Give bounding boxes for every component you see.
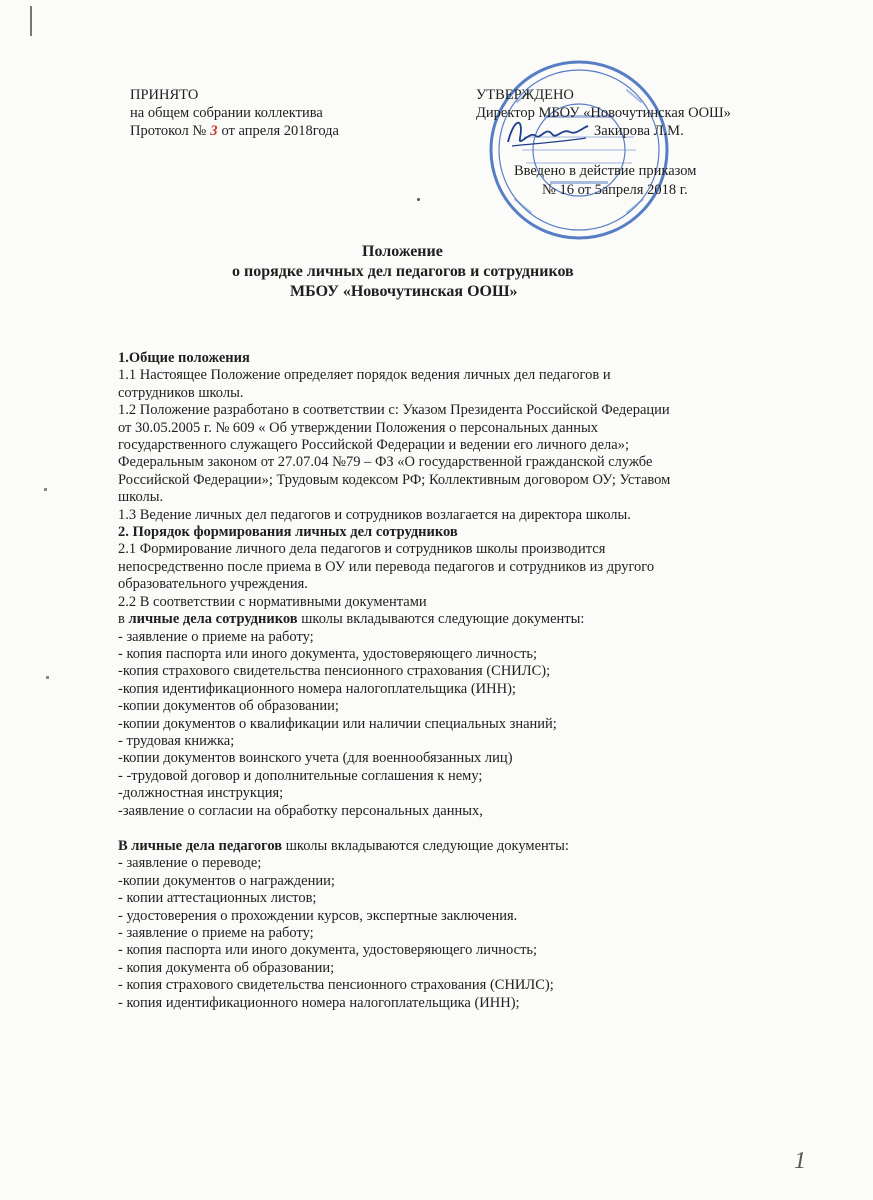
staff-intro-post: школы вкладываются следующие документы: <box>297 611 585 628</box>
list-item: -копия идентификационного номера налогоплательщика (ИНН); <box>118 680 516 697</box>
title-line-1: Положение <box>362 243 443 260</box>
staff-intro-bold: личные дела сотрудников <box>128 611 298 628</box>
accepted-meeting: на общем собрании коллектива <box>130 105 323 121</box>
accepted-label: ПРИНЯТО <box>130 87 199 103</box>
document-title <box>0 242 873 302</box>
list-item: - копии аттестационных листов; <box>118 890 317 907</box>
protocol-prefix: Протокол № <box>130 123 207 139</box>
paragraph-1-3: 1.3 Ведение личных дел педагогов и сотрудников возлагается на директора школы. <box>118 506 631 523</box>
scan-dot <box>417 198 420 201</box>
approved-director: Директор МБОУ «Новочутинская ООШ» <box>476 105 731 121</box>
ped-intro <box>118 838 798 855</box>
list-item: - копия страхового свидетельства пенсионного страхования (СНИЛС); <box>118 977 554 994</box>
paragraph-2-2b <box>118 611 798 628</box>
section-1-heading: 1.Общие положения <box>118 350 250 366</box>
scan-speck <box>46 676 49 679</box>
title-line-3: МБОУ «Новочутинская ООШ» <box>290 283 518 300</box>
approved-director-name: Закирова Л.М. <box>594 123 684 139</box>
scan-speck <box>44 488 47 491</box>
list-item: - заявление о приеме на работу; <box>118 628 314 645</box>
list-item: -копия страхового свидетельства пенсионного страхования (СНИЛС); <box>118 663 551 680</box>
spacer <box>118 820 798 838</box>
decree-block <box>514 162 696 200</box>
scan-edge-mark <box>30 6 32 36</box>
list-item: -копии документов о квалификации или наличии специальных знаний; <box>118 715 557 732</box>
paragraph-1-2b: от 30.05.2005 г. № 609 « Об утверждении Положения о персональных данных <box>118 419 599 436</box>
staff-intro-pre: в <box>118 611 129 628</box>
paragraph-1-2f: школы. <box>118 489 164 506</box>
accepted-block <box>130 86 339 140</box>
protocol-number: 3 <box>210 123 218 139</box>
paragraph-1-2d: Федеральным законом от 27.07.04 №79 – ФЗ «О государственной гражданской службе <box>118 454 653 471</box>
approved-block <box>476 86 731 140</box>
paragraph-1-2a: 1.2 Положение разработано в соответствии с: Указом Президента Российской Федерации <box>118 402 670 419</box>
list-item: - копия идентификационного номера налогоплательщика (ИНН); <box>118 994 520 1011</box>
title-line-2: о порядке личных дел педагогов и сотрудников <box>232 263 574 280</box>
paragraph-2-2a: 2.2 В соответствии с нормативными документами <box>118 593 427 610</box>
paragraph-1-2c: государственного служащего Российской Федерации и ведении его личного дела»; <box>118 437 630 454</box>
list-item: - заявление о переводе; <box>118 855 262 872</box>
paragraph-2-1a: 2.1 Формирование личного дела педагогов и сотрудников школы производится <box>118 541 606 558</box>
decree-line-2: № 16 от 5апреля 2018 г. <box>542 182 688 198</box>
approved-label: УТВЕРЖДЕНО <box>476 87 574 103</box>
list-item: -копии документов воинского учета (для военнообязанных лиц) <box>118 750 513 767</box>
protocol-date: от апреля 2018года <box>221 123 339 139</box>
list-item: -должностная инструкция; <box>118 785 284 802</box>
page-number: 1 <box>794 1148 806 1174</box>
section-2-heading: 2. Порядок формирования личных дел сотрудников <box>118 524 458 541</box>
list-item: - копия паспорта или иного документа, удостоверяющего личность; <box>118 942 538 959</box>
paragraph-1-1b: сотрудников школы. <box>118 384 244 401</box>
list-item: -копии документов о награждении; <box>118 872 335 889</box>
paragraph-2-1c: образовательного учреждения. <box>118 576 308 593</box>
list-item: - трудовая книжка; <box>118 732 235 749</box>
ped-intro-bold: В личные дела педагогов <box>118 837 283 854</box>
paragraph-2-1b: непосредственно после приема в ОУ или перевода педагогов и сотрудников из другого <box>118 558 655 575</box>
list-item: - удостоверения о прохождении курсов, экспертные заключения. <box>118 907 518 924</box>
list-item: -заявление о согласии на обработку персональных данных, <box>118 802 483 819</box>
decree-line-1: Введено в действие приказом <box>514 163 697 179</box>
list-item: -копии документов об образовании; <box>118 698 339 715</box>
paragraph-1-1a: 1.1 Настоящее Положение определяет порядок ведения личных дел педагогов и <box>118 367 611 384</box>
protocol-line <box>130 122 339 140</box>
ped-intro-post: школы вкладываются следующие документы: <box>282 837 569 854</box>
document-body <box>118 350 798 1012</box>
list-item: - копия паспорта или иного документа, удостоверяющего личность; <box>118 645 538 662</box>
list-item: - -трудовой договор и дополнительные соглашения к нему; <box>118 767 483 784</box>
list-item: - копия документа об образовании; <box>118 959 335 976</box>
paragraph-1-2e: Российской Федерации»; Трудовым кодексом РФ; Коллективным договором ОУ; Уставом <box>118 471 671 488</box>
list-item: - заявление о приеме на работу; <box>118 925 314 941</box>
